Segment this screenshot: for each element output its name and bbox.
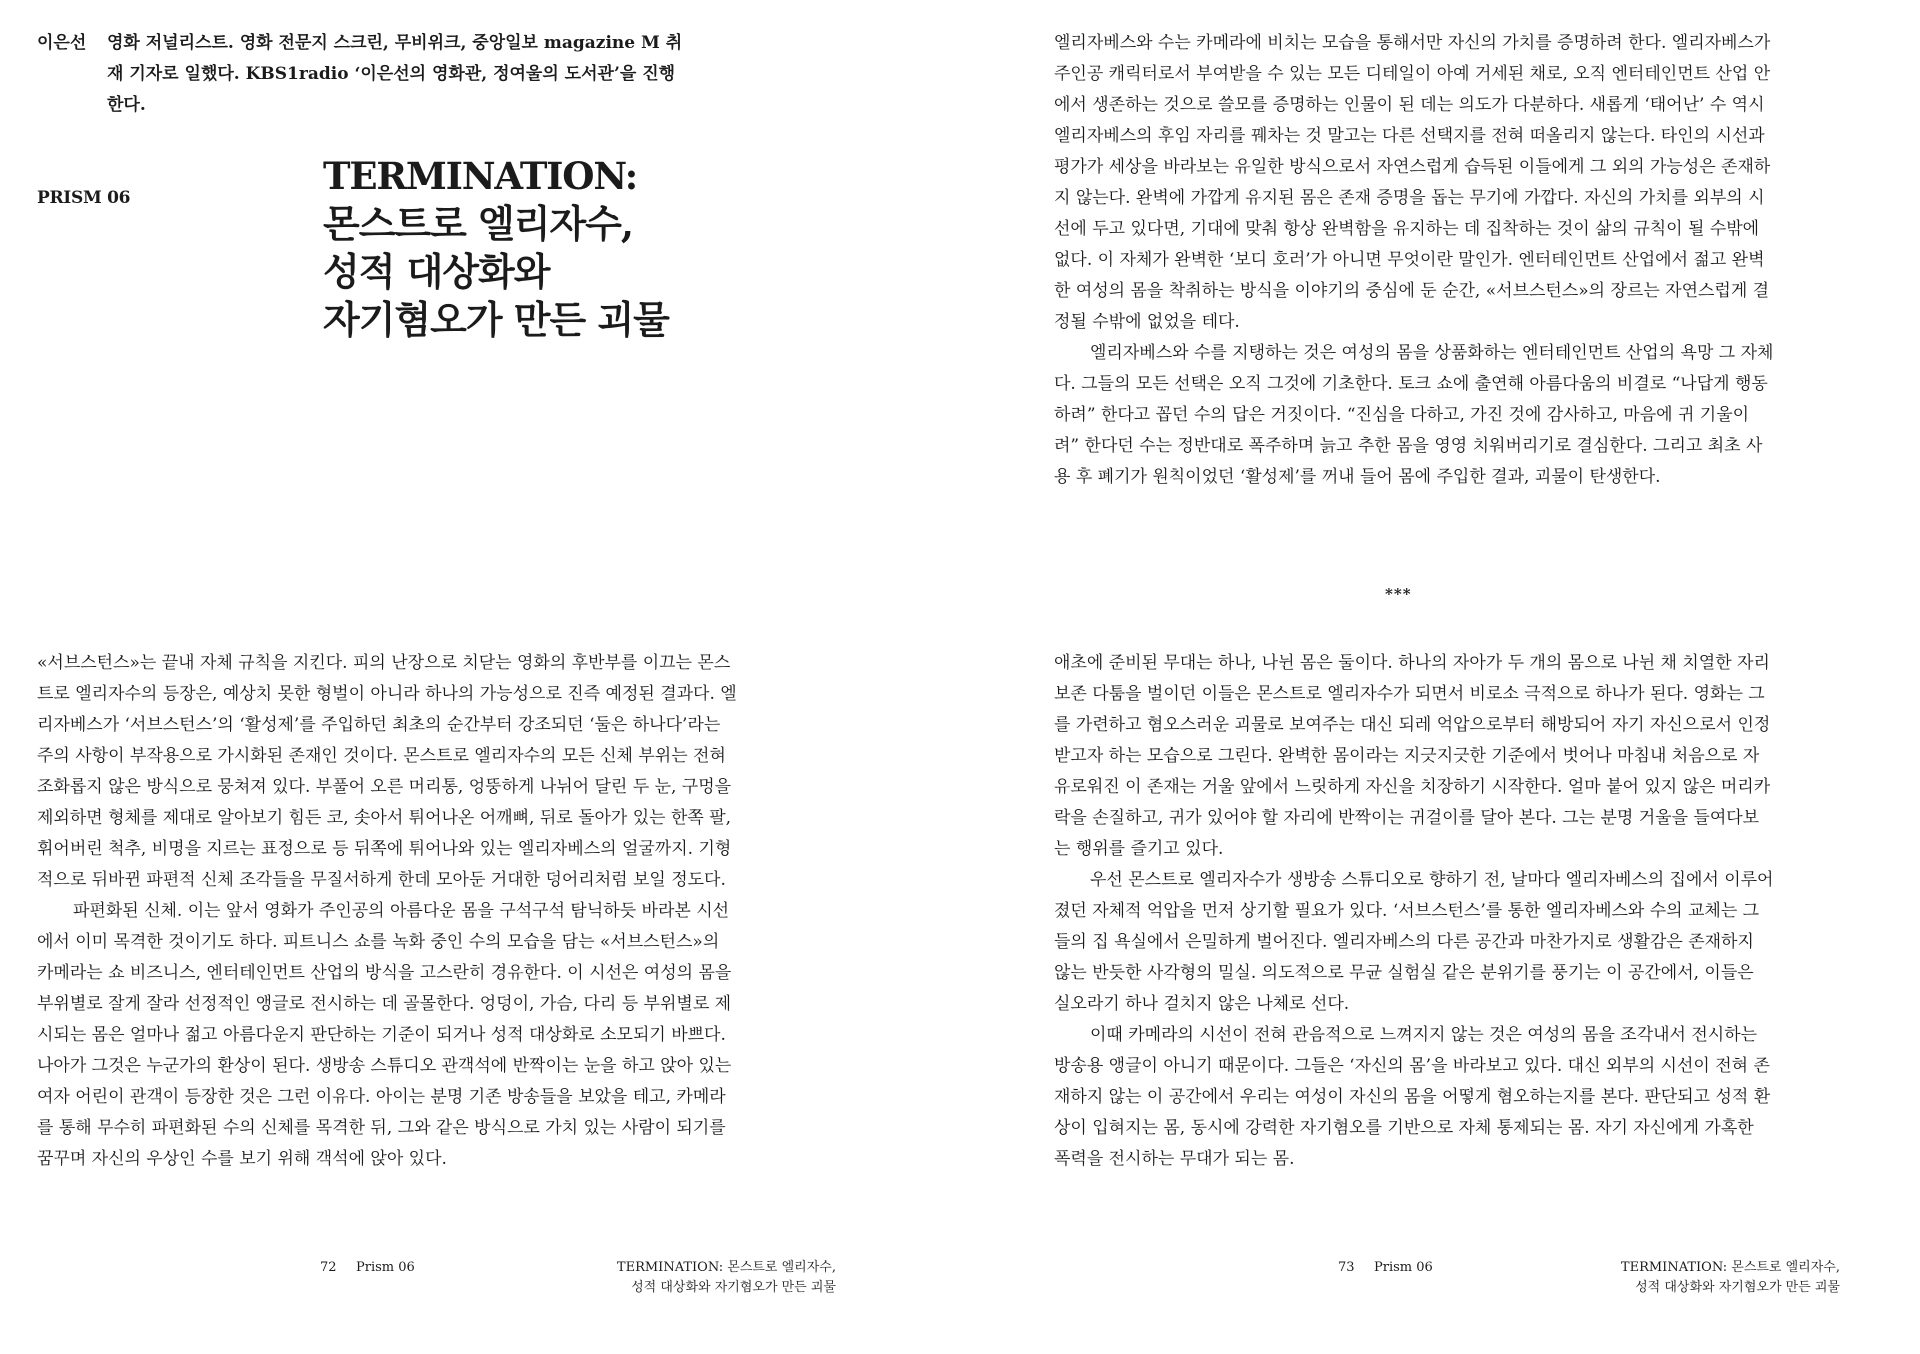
- title-english: TERMINATION:: [323, 154, 638, 198]
- page-number: 73: [1338, 1260, 1355, 1275]
- section-label: PRISM 06: [37, 188, 131, 208]
- right-page: [960, 0, 1920, 1354]
- right-bottom-column: [1054, 648, 1774, 1175]
- section-separator: ***: [1385, 585, 1412, 603]
- magazine-name: Prism 06: [1374, 1260, 1433, 1275]
- body-paragraph: 엘리자베스와 수를 지탱하는 것은 여성의 몸을 상품화하는 엔터테인먼트 산업의 욕망 그 자체다. 그들의 모든 선택은 오직 그것에 기초한다. 토크 쇼에 출연해 아름다움의 비결로 “나답게 행동하려” 한다고 꼽던 수의 답은 거짓이다. “진심을 다하고, 가진 것에 감사하고, 마음에 귀 기울이려” 한다던 수는 정반대로 폭주하며 늙고 추한 몸을 영영 치워버리기로 결심한다. 그리고 최초 사용 후 폐기가 원칙이었던 ‘활성제’를 꺼내 들어 몸에 주입한 결과, 괴물이 탄생한다.: [1054, 343, 1774, 487]
- article-title: [323, 152, 883, 344]
- right-top-column: [1054, 28, 1774, 493]
- author-bio: 영화 저널리스트. 영화 전문지 스크린, 무비위크, 중앙일보 magazine M 취재 기자로 일했다. KBS1radio ‘이은선의 영화관, 정여울의 도서관’을 진행한다.: [107, 33, 683, 115]
- title-korean-line-2: 성적 대상화와: [323, 249, 550, 294]
- title-korean-line-1: 몬스트로 엘리자수,: [323, 201, 634, 246]
- page-number: 72: [320, 1260, 337, 1275]
- body-paragraph: 애초에 준비된 무대는 하나, 나뉜 몸은 둘이다. 하나의 자아가 두 개의 몸으로 나뉜 채 치열한 자리 보존 다툼을 벌이던 이들은 몬스트로 엘리자수가 되면서 비로소 극적으로 하나가 된다. 영화는 그를 가련하고 혐오스러운 괴물로 보여주는 대신 되레 억압으로부터 해방되어 자기 자신으로서 인정받고자 하는 모습으로 그린다. 완벽한 몸이라는 지긋지긋한 기준에서 벗어나 마침내 처음으로 자유로워진 이 존재는 거울 앞에서 느릿하게 자신을 치장하기 시작한다. 얼마 붙어 있지 않은 머리카락을 손질하고, 귀가 있어야 할 자리에 반짝이는 귀걸이를 달아 본다. 그는 분명 거울을 들여다보는 행위를 즐기고 있다.: [1054, 653, 1771, 859]
- body-paragraph: 파편화된 신체. 이는 앞서 영화가 주인공의 아름다운 몸을 구석구석 탐닉하듯 바라본 시선에서 이미 목격한 것이기도 하다. 피트니스 쇼를 녹화 중인 수의 모습을 담는 «서브스턴스»의 카메라는 쇼 비즈니스, 엔터테인먼트 산업의 방식을 고스란히 경유한다. 이 시선은 여성의 몸을 부위별로 잘게 잘라 선정적인 앵글로 전시하는 데 골몰한다. 엉덩이, 가슴, 다리 등 부위별로 제시되는 몸은 얼마나 젊고 아름다운지 판단하는 기준이 되거나 성적 대상화로 소모되기 바쁘다. 나아가 그것은 누군가의 환상이 된다. 생방송 스튜디오 관객석에 반짝이는 눈을 하고 앉아 있는 여자 어린이 관객이 등장한 것은 그런 이유다. 아이는 분명 기존 방송들을 보았을 테고, 카메라를 통해 무수히 파편화된 수의 신체를 목격한 뒤, 그와 같은 방식으로 가치 있는 사람이 되기를 꿈꾸며 자신의 우상인 수를 보기 위해 객석에 앉아 있다.: [37, 901, 732, 1169]
- running-title-line-1: TERMINATION: 몬스트로 엘리자수,: [616, 1260, 836, 1275]
- title-korean-line-3: 자기혐오가 만든 괴물: [323, 297, 669, 342]
- body-paragraph: 엘리자베스와 수는 카메라에 비치는 모습을 통해서만 자신의 가치를 증명하려 한다. 엘리자베스가 주인공 캐릭터로서 부여받을 수 있는 모든 디테일이 아예 거세된 채로, 오직 엔터테인먼트 산업 안에서 생존하는 것으로 쓸모를 증명하는 인물이 된 데는 의도가 다분하다. 새롭게 ‘태어난’ 수 역시 엘리자베스의 후임 자리를 꿰차는 것 말고는 다른 선택지를 전혀 떠올리지 않는다. 타인의 시선과 평가가 세상을 바라보는 유일한 방식으로서 자연스럽게 습득된 이들에게 그 외의 가능성은 존재하지 않는다. 완벽에 가깝게 유지된 몸은 존재 증명을 돕는 무기에 가깝다. 자신의 가치를 외부의 시선에 두고 있다면, 기대에 맞춰 항상 완벽함을 유지하는 데 집착하는 것이 삶의 규칙이 될 수밖에 없다. 이 자체가 완벽한 ‘보디 호러’가 아니면 무엇이란 말인가. 엔터테인먼트 산업에서 젊고 완벽한 여성의 몸을 착취하는 방식을 이야기의 중심에 둔 순간, «서브스턴스»의 장르는 자연스럽게 결정될 수밖에 없었을 테다.: [1054, 33, 1771, 332]
- running-title: [606, 1258, 836, 1298]
- body-paragraph: 이때 카메라의 시선이 전혀 관음적으로 느껴지지 않는 것은 여성의 몸을 조각내서 전시하는 방송용 앵글이 아니기 때문이다. 그들은 ‘자신의 몸’을 바라보고 있다. 대신 외부의 시선이 전혀 존재하지 않는 이 공간에서 우리는 여성이 자신의 몸을 어떻게 혐오하는지를 본다. 판단되고 성적 환상이 입혀지는 몸, 동시에 강력한 자기혐오를 기반으로 자체 통제되는 몸. 자기 자신에게 가혹한 폭력을 전시하는 무대가 되는 몸.: [1054, 1025, 1771, 1169]
- magazine-name: Prism 06: [356, 1260, 415, 1275]
- running-title-line-2: 성적 대상화와 자기혐오가 만든 괴물: [1635, 1280, 1840, 1295]
- running-title-line-2: 성적 대상화와 자기혐오가 만든 괴물: [631, 1280, 836, 1295]
- body-paragraph: «서브스턴스»는 끝내 자체 규칙을 지킨다. 피의 난장으로 치닫는 영화의 후반부를 이끄는 몬스트로 엘리자수의 등장은, 예상치 못한 형벌이 아니라 하나의 가능성으로 진즉 예정된 결과다. 엘리자베스가 ‘서브스턴스’의 ‘활성제’를 주입하던 최초의 순간부터 강조되던 ‘둘은 하나다’라는 주의 사항이 부작용으로 가시화된 존재인 것이다. 몬스트로 엘리자수의 모든 신체 부위는 전혀 조화롭지 않은 방식으로 뭉쳐져 있다. 부풀어 오른 머리통, 엉뚱하게 나뉘어 달린 두 눈, 구멍을 제외하면 형체를 제대로 알아보기 힘든 코, 솟아서 튀어나온 어깨뼈, 뒤로 돌아가 있는 한쪽 팔, 휘어버린 척추, 비명을 지르는 표정으로 등 뒤쪽에 튀어나와 있는 엘리자베스의 얼굴까지. 기형적으로 뒤바뀐 파편적 신체 조각들을 무질서하게 한데 모아둔 거대한 덩어리처럼 보일 정도다.: [37, 653, 737, 890]
- author-name: 이은선: [37, 33, 87, 53]
- running-title: [1620, 1258, 1840, 1298]
- running-title-line-1: TERMINATION: 몬스트로 엘리자수,: [1620, 1260, 1840, 1275]
- left-body-column: [37, 648, 737, 1175]
- body-paragraph: 우선 몬스트로 엘리자수가 생방송 스튜디오로 향하기 전, 날마다 엘리자베스의 집에서 이루어졌던 자체적 억압을 먼저 상기할 필요가 있다. ‘서브스턴스’를 통한 엘리자베스와 수의 교체는 그들의 집 욕실에서 은밀하게 벌어진다. 엘리자베스의 다른 공간과 마찬가지로 생활감은 존재하지 않는 반듯한 사각형의 밀실. 의도적으로 무균 실험실 같은 분위기를 풍기는 이 공간에서, 이들은 실오라기 하나 걸치지 않은 나체로 선다.: [1054, 870, 1774, 1014]
